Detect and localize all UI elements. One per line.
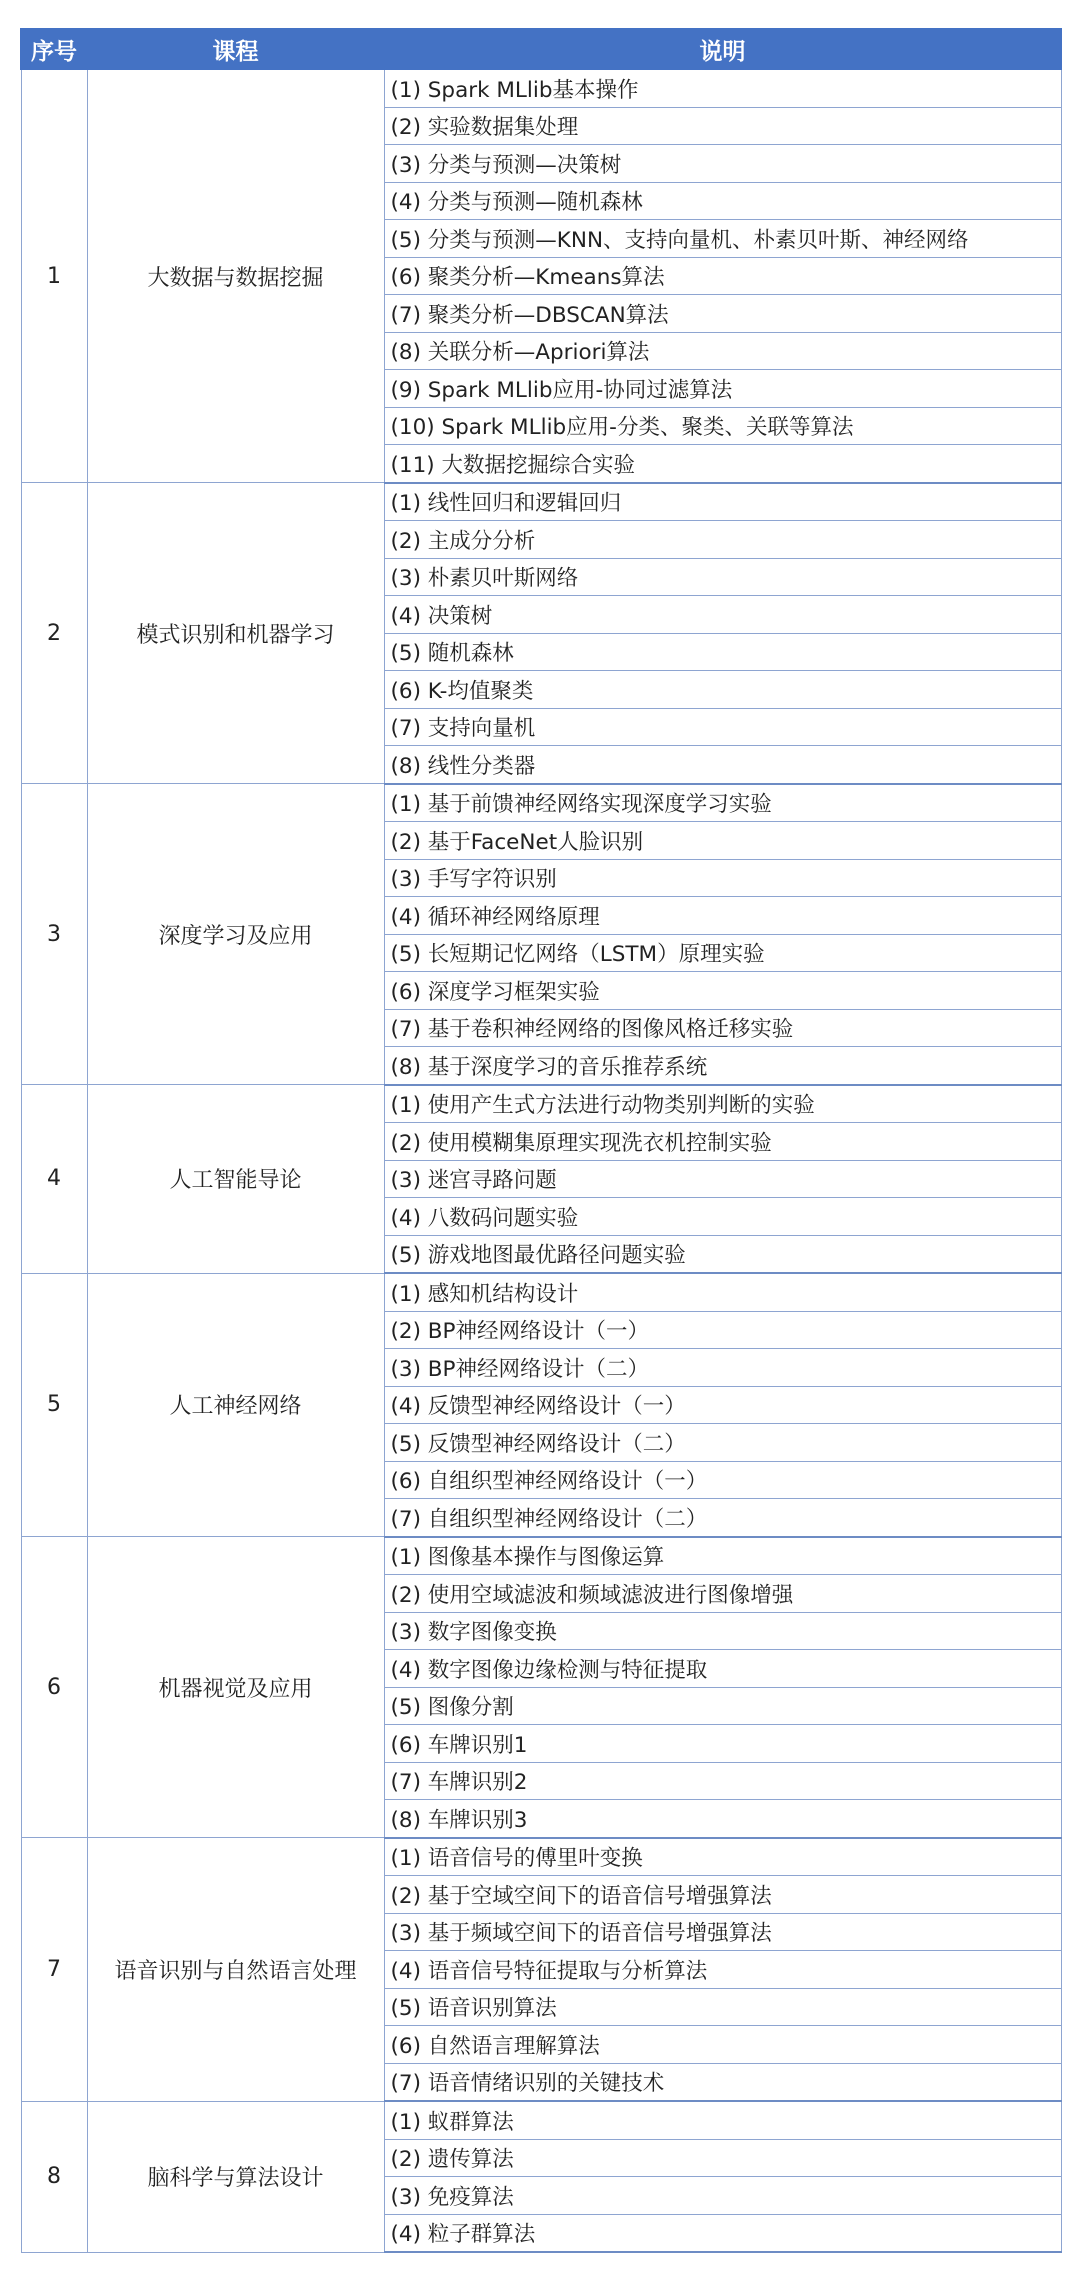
cell-description: (5) 语音识别算法 <box>384 1988 1061 2026</box>
cell-description: (4) 粒子群算法 <box>384 2214 1061 2252</box>
cell-description: (6) K-均值聚类 <box>384 671 1061 709</box>
table-row <box>21 1537 1061 1575</box>
cell-description: (4) 决策树 <box>384 596 1061 634</box>
cell-course: 大数据与数据挖掘 <box>87 69 384 483</box>
cell-index: 1 <box>21 69 87 483</box>
cell-index: 5 <box>21 1273 87 1537</box>
cell-index: 7 <box>21 1838 87 2102</box>
header-index: 序号 <box>21 29 87 69</box>
cell-description: (3) 免疫算法 <box>384 2177 1061 2215</box>
cell-description: (6) 车牌识别1 <box>384 1725 1061 1763</box>
cell-description: (4) 分类与预测—随机森林 <box>384 182 1061 220</box>
cell-description: (8) 车牌识别3 <box>384 1800 1061 1838</box>
cell-description: (5) 长短期记忆网络（LSTM）原理实验 <box>384 934 1061 972</box>
cell-description: (1) 语音信号的傅里叶变换 <box>384 1838 1061 1876</box>
cell-index: 4 <box>21 1085 87 1274</box>
cell-description: (2) 实验数据集处理 <box>384 107 1061 145</box>
cell-course: 人工智能导论 <box>87 1085 384 1274</box>
course-table <box>20 28 1062 2253</box>
cell-description: (4) 八数码问题实验 <box>384 1198 1061 1236</box>
cell-description: (2) 使用模糊集原理实现洗衣机控制实验 <box>384 1123 1061 1161</box>
table-row <box>21 784 1061 822</box>
cell-course: 脑科学与算法设计 <box>87 2101 384 2252</box>
cell-description: (7) 自组织型神经网络设计（二） <box>384 1499 1061 1537</box>
cell-description: (4) 反馈型神经网络设计（一） <box>384 1386 1061 1424</box>
header-description: 说明 <box>384 29 1061 69</box>
cell-course: 模式识别和机器学习 <box>87 483 384 784</box>
cell-description: (5) 分类与预测—KNN、支持向量机、朴素贝叶斯、神经网络 <box>384 220 1061 258</box>
cell-course: 机器视觉及应用 <box>87 1537 384 1838</box>
cell-description: (1) 图像基本操作与图像运算 <box>384 1537 1061 1575</box>
cell-description: (6) 自然语言理解算法 <box>384 2026 1061 2064</box>
table-header <box>21 29 1061 69</box>
header-course: 课程 <box>87 29 384 69</box>
cell-description: (7) 车牌识别2 <box>384 1762 1061 1800</box>
table-row <box>21 69 1061 107</box>
cell-course: 语音识别与自然语言处理 <box>87 1838 384 2102</box>
cell-index: 3 <box>21 784 87 1085</box>
cell-description: (10) Spark MLlib应用-分类、聚类、关联等算法 <box>384 407 1061 445</box>
table-row <box>21 1273 1061 1311</box>
cell-description: (5) 游戏地图最优路径问题实验 <box>384 1235 1061 1273</box>
cell-description: (4) 数字图像边缘检测与特征提取 <box>384 1650 1061 1688</box>
cell-description: (7) 语音情绪识别的关键技术 <box>384 2063 1061 2101</box>
cell-course: 深度学习及应用 <box>87 784 384 1085</box>
cell-description: (11) 大数据挖掘综合实验 <box>384 445 1061 483</box>
cell-description: (1) 蚁群算法 <box>384 2101 1061 2139</box>
cell-description: (3) 分类与预测—决策树 <box>384 145 1061 183</box>
cell-index: 8 <box>21 2101 87 2252</box>
cell-description: (3) 手写字符识别 <box>384 859 1061 897</box>
table-row <box>21 1838 1061 1876</box>
cell-description: (2) 使用空域滤波和频域滤波进行图像增强 <box>384 1575 1061 1613</box>
table-body <box>21 69 1061 2252</box>
cell-description: (7) 基于卷积神经网络的图像风格迁移实验 <box>384 1009 1061 1047</box>
cell-description: (1) 感知机结构设计 <box>384 1273 1061 1311</box>
cell-course: 人工神经网络 <box>87 1273 384 1537</box>
cell-description: (6) 自组织型神经网络设计（一） <box>384 1461 1061 1499</box>
cell-description: (3) BP神经网络设计（二） <box>384 1349 1061 1387</box>
cell-description: (5) 随机森林 <box>384 633 1061 671</box>
cell-description: (3) 朴素贝叶斯网络 <box>384 558 1061 596</box>
cell-description: (2) 主成分分析 <box>384 521 1061 559</box>
cell-description: (2) 遗传算法 <box>384 2139 1061 2177</box>
cell-description: (1) 使用产生式方法进行动物类别判断的实验 <box>384 1085 1061 1123</box>
cell-description: (8) 基于深度学习的音乐推荐系统 <box>384 1047 1061 1085</box>
cell-description: (1) 线性回归和逻辑回归 <box>384 483 1061 521</box>
cell-description: (5) 图像分割 <box>384 1687 1061 1725</box>
cell-description: (8) 线性分类器 <box>384 746 1061 784</box>
cell-description: (7) 聚类分析—DBSCAN算法 <box>384 295 1061 333</box>
cell-description: (6) 聚类分析—Kmeans算法 <box>384 257 1061 295</box>
cell-description: (3) 迷宫寻路问题 <box>384 1160 1061 1198</box>
cell-description: (3) 数字图像变换 <box>384 1612 1061 1650</box>
cell-description: (2) 基于空域空间下的语音信号增强算法 <box>384 1876 1061 1914</box>
cell-description: (6) 深度学习框架实验 <box>384 972 1061 1010</box>
table-row <box>21 2101 1061 2139</box>
cell-description: (8) 关联分析—Apriori算法 <box>384 332 1061 370</box>
cell-description: (1) 基于前馈神经网络实现深度学习实验 <box>384 784 1061 822</box>
table-row <box>21 1085 1061 1123</box>
cell-index: 6 <box>21 1537 87 1838</box>
cell-description: (3) 基于频域空间下的语音信号增强算法 <box>384 1913 1061 1951</box>
header-row <box>21 29 1061 69</box>
cell-description: (7) 支持向量机 <box>384 708 1061 746</box>
cell-description: (5) 反馈型神经网络设计（二） <box>384 1424 1061 1462</box>
table-row <box>21 483 1061 521</box>
cell-description: (2) BP神经网络设计（一） <box>384 1311 1061 1349</box>
cell-description: (9) Spark MLlib应用-协同过滤算法 <box>384 370 1061 408</box>
cell-description: (2) 基于FaceNet人脸识别 <box>384 822 1061 860</box>
cell-description: (4) 循环神经网络原理 <box>384 897 1061 935</box>
cell-description: (1) Spark MLlib基本操作 <box>384 69 1061 107</box>
cell-index: 2 <box>21 483 87 784</box>
cell-description: (4) 语音信号特征提取与分析算法 <box>384 1951 1061 1989</box>
